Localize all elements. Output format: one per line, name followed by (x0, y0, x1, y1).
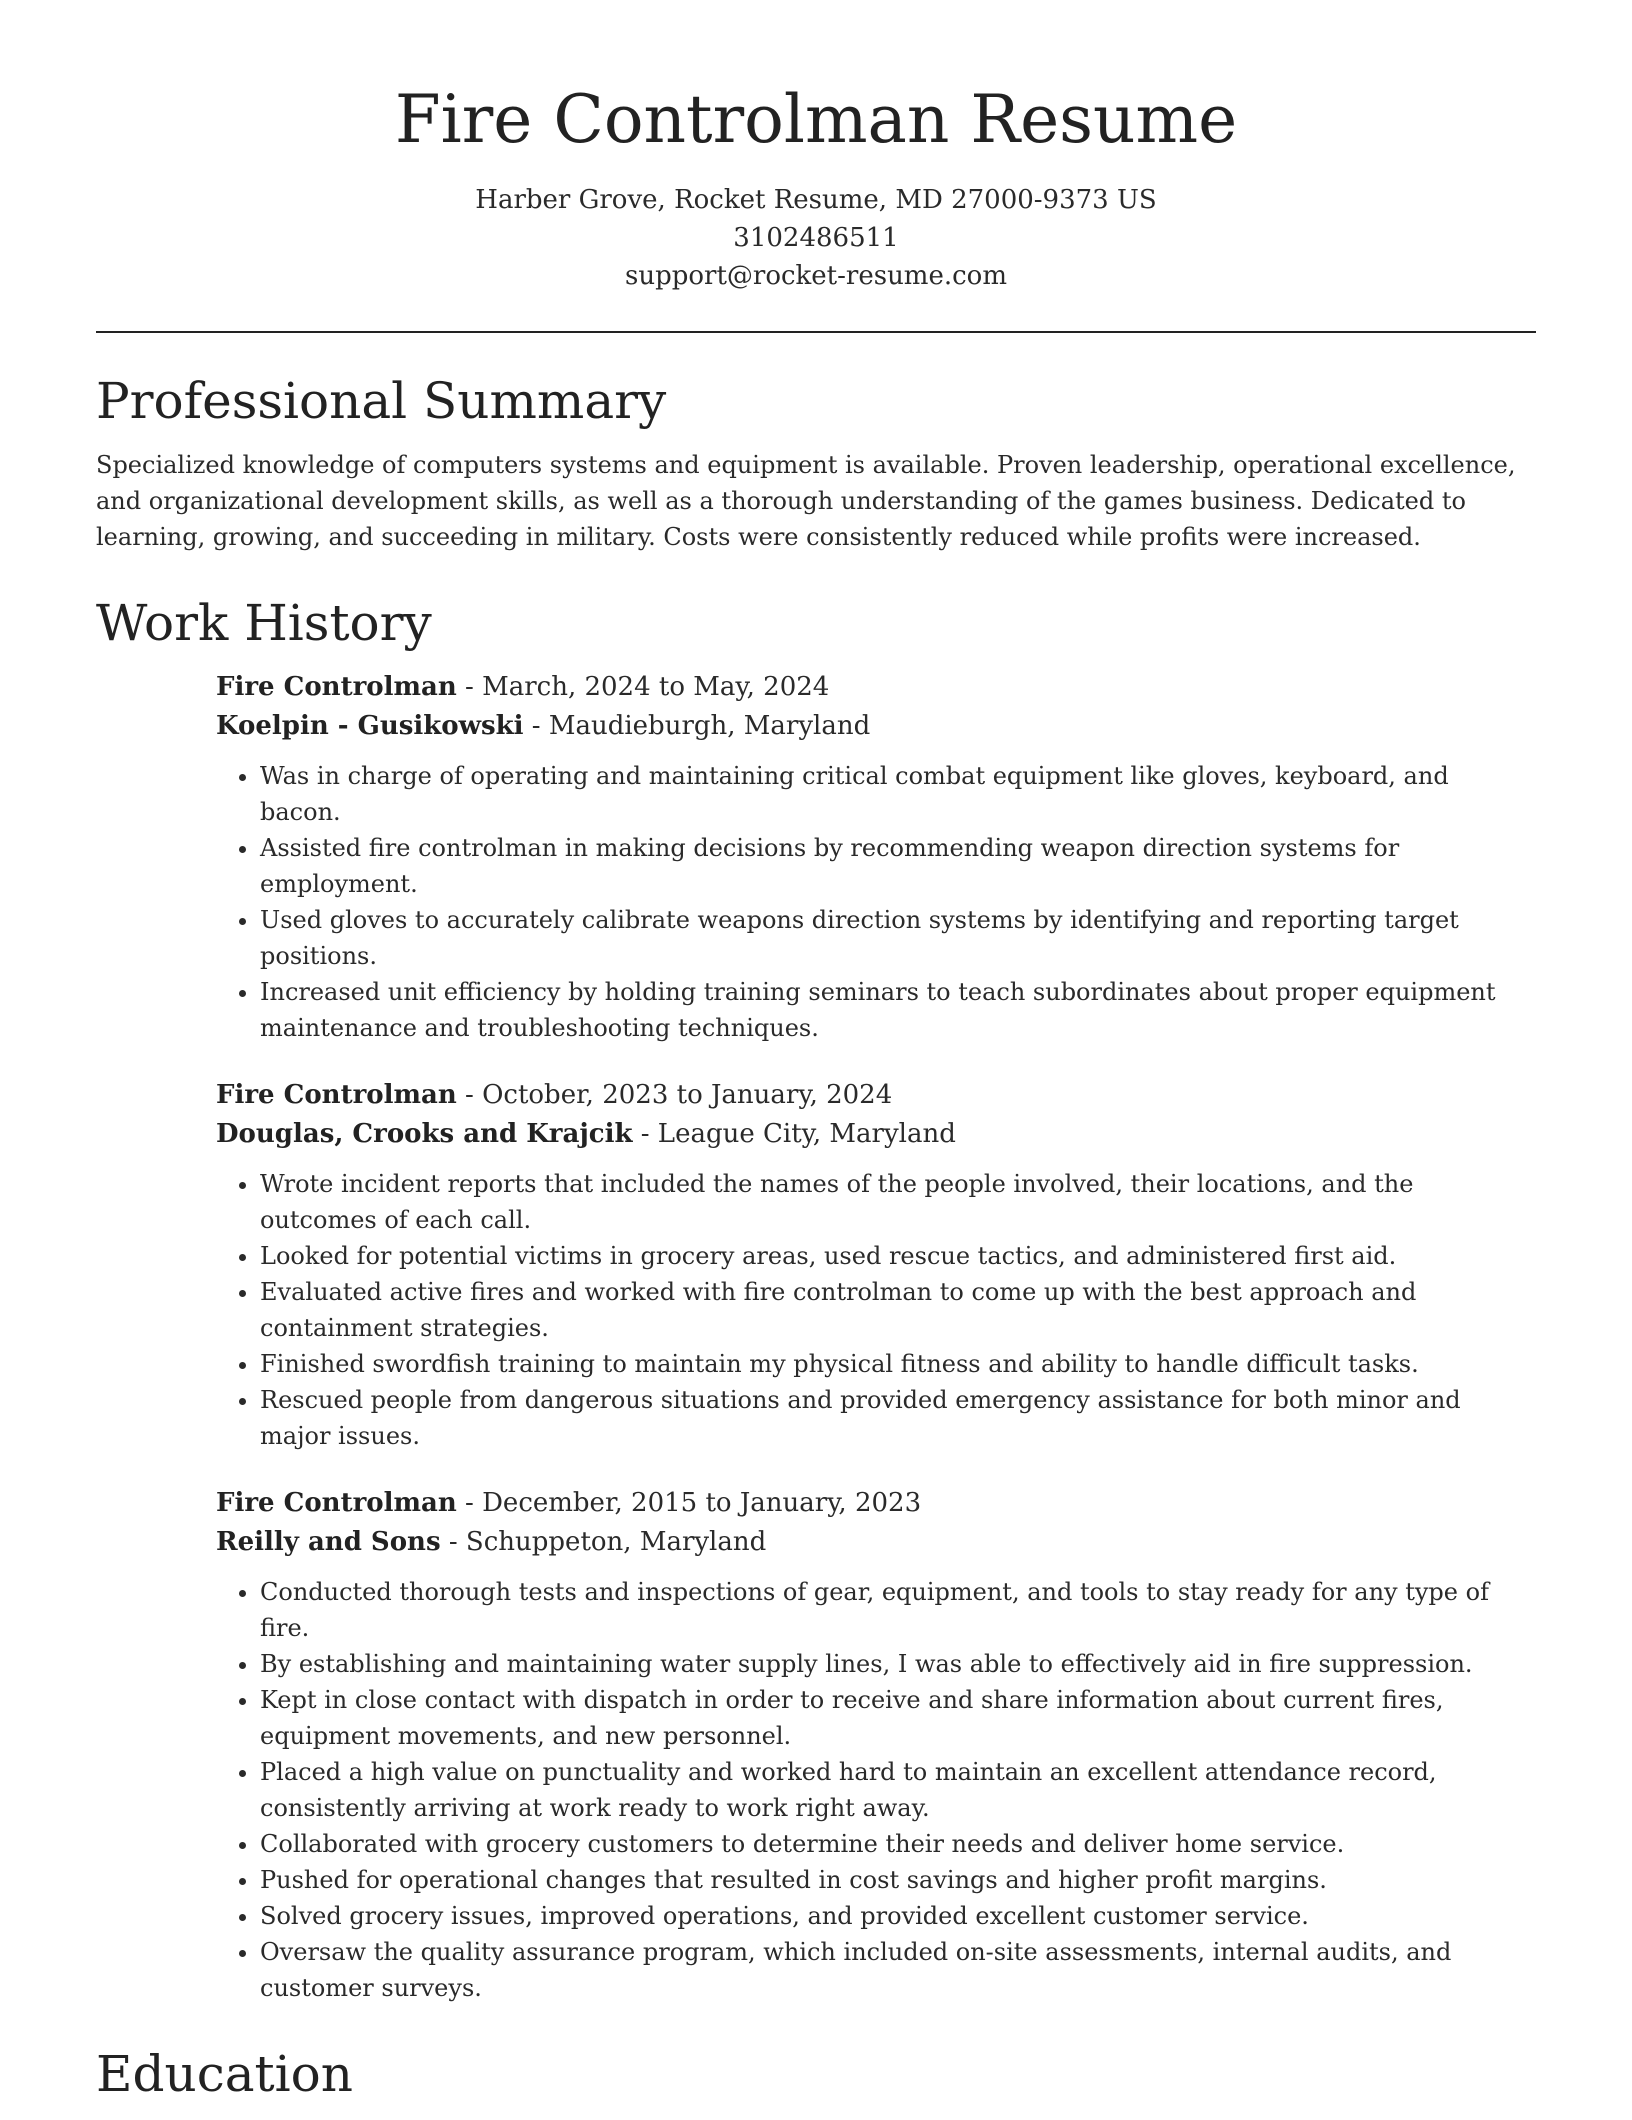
job-entry (216, 1484, 1536, 2006)
summary-text: Specialized knowledge of computers systems and equipment is available. Proven leadership, operational excellence, and organizational development skills, as well as a thorough understanding of the games business. Dedicated to learning, growing, and succeeding in military. Costs were consistently reduced while profits were increased. (96, 450, 1516, 551)
job-duty: • Kept in close contact with dispatch in order to receive and share information about current fires, equipment movements, and new personnel. (260, 1682, 1536, 1754)
header-divider (96, 331, 1536, 333)
job-company: Koelpin - Gusikowski (216, 711, 524, 742)
summary-heading: Professional Summary (96, 372, 667, 431)
job-company: Reilly and Sons (216, 1527, 441, 1558)
work-history-heading: Work History (96, 593, 432, 652)
job-entry (216, 668, 1536, 1046)
job-duty: • Oversaw the quality assurance program, which included on-site assessments, internal audits, and customer surveys. (260, 1934, 1536, 2006)
job-duties (216, 1166, 1536, 1454)
education-section (96, 2046, 1536, 2104)
contact-address: Harber Grove, Rocket Resume, MD 27000-9373 US (475, 185, 1157, 216)
job-duty: • Pushed for operational changes that resulted in cost savings and higher profit margins. (260, 1862, 1536, 1898)
job-title-line (216, 1484, 1536, 1523)
contact-info (96, 181, 1536, 295)
job-title: Fire Controlman (216, 672, 457, 703)
summary-section (96, 373, 1536, 555)
job-duties (216, 758, 1536, 1046)
job-location: - Maudieburgh, Maryland (523, 711, 871, 742)
job-location: - League City, Maryland (632, 1119, 956, 1150)
contact-phone: 3102486511 (733, 223, 899, 254)
job-company: Douglas, Crooks and Krajcik (216, 1119, 633, 1150)
job-duty: • Rescued people from dangerous situations and provided emergency assistance for both minor and major issues. (260, 1382, 1536, 1454)
job-location: - Schuppeton, Maryland (440, 1527, 767, 1558)
job-title-line (216, 1076, 1536, 1115)
job-dates: - October, 2023 to January, 2024 (456, 1080, 893, 1111)
job-duty: • Evaluated active fires and worked with fire controlman to come up with the best approach and containment strategies. (260, 1274, 1536, 1346)
job-entry (216, 1076, 1536, 1454)
resume-header (96, 0, 1536, 295)
job-dates: - March, 2024 to May, 2024 (456, 672, 830, 703)
contact-email: support@rocket-resume.com (624, 261, 1007, 292)
job-duty: • Increased unit efficiency by holding training seminars to teach subordinates about proper equipment maintenance and troubleshooting techniques. (260, 974, 1536, 1046)
job-duty: • Looked for potential victims in grocery areas, used rescue tactics, and administered first aid. (260, 1238, 1536, 1274)
job-duty: • Wrote incident reports that included the names of the people involved, their locations, and the outcomes of each call. (260, 1166, 1536, 1238)
job-duty: • Used gloves to accurately calibrate weapons direction systems by identifying and reporting target positions. (260, 902, 1536, 974)
job-duty: • Placed a high value on punctuality and worked hard to maintain an excellent attendance record, consistently arriving at work ready to work right away. (260, 1754, 1536, 1826)
job-duty: • Finished swordfish training to maintain my physical fitness and ability to handle difficult tasks. (260, 1346, 1536, 1382)
education-heading: Education (96, 2045, 353, 2104)
job-company-line (216, 1115, 1536, 1154)
job-duty: • Solved grocery issues, improved operations, and provided excellent customer service. (260, 1898, 1536, 1934)
job-duty: • Assisted fire controlman in making decisions by recommending weapon direction systems for employment. (260, 830, 1536, 902)
job-company-line (216, 707, 1536, 746)
work-history-section (96, 595, 1536, 2007)
job-company-line (216, 1523, 1536, 1562)
resume-title: Fire Controlman Resume (394, 81, 1238, 158)
job-duty: • Collaborated with grocery customers to determine their needs and deliver home service. (260, 1826, 1536, 1862)
job-dates: - December, 2015 to January, 2023 (456, 1488, 922, 1519)
job-duty: • By establishing and maintaining water supply lines, I was able to effectively aid in fire suppression. (260, 1646, 1536, 1682)
job-duties (216, 1574, 1536, 2006)
job-duty: • Conducted thorough tests and inspections of gear, equipment, and tools to stay ready for any type of fire. (260, 1574, 1536, 1646)
job-title: Fire Controlman (216, 1080, 457, 1111)
resume-page (96, 0, 1536, 2120)
job-title-line (216, 668, 1536, 707)
job-duty: • Was in charge of operating and maintaining critical combat equipment like gloves, keyboard, and bacon. (260, 758, 1536, 830)
job-title: Fire Controlman (216, 1488, 457, 1519)
